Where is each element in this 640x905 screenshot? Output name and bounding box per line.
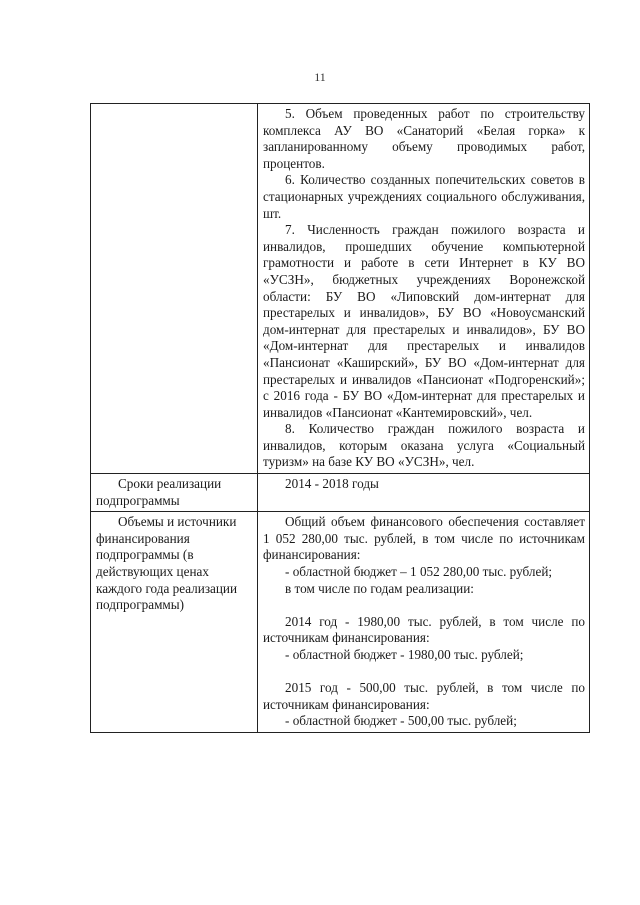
funding-2014-regional: - областной бюджет - 1980,00 тыс. рублей;	[285, 647, 524, 662]
funding-2015-regional: - областной бюджет - 500,00 тыс. рублей;	[285, 713, 517, 729]
funding-total-regional: - областной бюджет – 1 052 280,00 тыс. рублей;	[285, 564, 553, 580]
table-row-terms	[91, 474, 590, 512]
indicators-label-cell	[91, 104, 258, 474]
passport-table	[90, 103, 590, 733]
indicator-5: 5. Объем проведенных работ по строительству комплекса АУ ВО «Санаторий «Белая горка» к запланированному объему проводимых работ, процентов.	[263, 106, 585, 171]
indicator-6: 6. Количество созданных попечительских советов в стационарных учреждениях социального обслуживания, шт.	[263, 172, 585, 221]
terms-value: 2014 - 2018 годы	[285, 476, 379, 492]
funding-2014: 2014 год - 1980,00 тыс. рублей, в том числе по источникам финансирования:	[263, 613, 585, 646]
terms-label-cell	[91, 474, 258, 512]
indicators-value-cell	[258, 104, 590, 474]
funding-label: Объемы и источники финансирования подпрограммы (в действующих ценах каждого года реализации подпрограммы)	[96, 514, 238, 613]
funding-2015: 2015 год - 500,00 тыс. рублей, в том числе по источникам финансирования:	[263, 680, 585, 712]
indicator-7: 7. Численность граждан пожилого возраста и инвалидов, прошедших обучение компьютерной грамотности и работе в сети Интернет в КУ ВО «УСЗН», бюджетных учреждениях Воронежской области: БУ ВО «Липовский дом-интернат для престарелых и инвалидов», БУ ВО «Новоусманский дом-интернат для престарелых и инвалидов», БУ ВО «Дом-интернат для престарелых и инвалидов «Пансионат «Каширский», БУ ВО «Дом-интернат для престарелых и инвалидов «Пансионат «Подгоренский»; с 2016 года - БУ ВО «Дом-интернат для престарелых и инвалидов «Пансионат «Кантемировский», чел.	[263, 222, 585, 420]
terms-value-cell	[258, 474, 590, 512]
spacer	[263, 597, 585, 614]
table-row-indicators	[91, 104, 590, 474]
funding-by-years-intro: в том числе по годам реализации:	[285, 580, 474, 596]
terms-label: Сроки реализации подпрограммы	[96, 476, 222, 508]
funding-value-cell	[258, 512, 590, 733]
funding-label-cell	[91, 512, 258, 733]
funding-total: Общий объем финансового обеспечения составляет 1 052 280,00 тыс. рублей, в том числе по источникам финансирования:	[263, 514, 585, 563]
page-number: 11	[314, 70, 326, 84]
spacer	[263, 664, 585, 681]
indicator-8: 8. Количество граждан пожилого возраста и инвалидов, которым оказана услуга «Социальный туризм» на базе КУ ВО «УСЗН», чел.	[263, 421, 585, 470]
table-row-funding	[91, 512, 590, 733]
